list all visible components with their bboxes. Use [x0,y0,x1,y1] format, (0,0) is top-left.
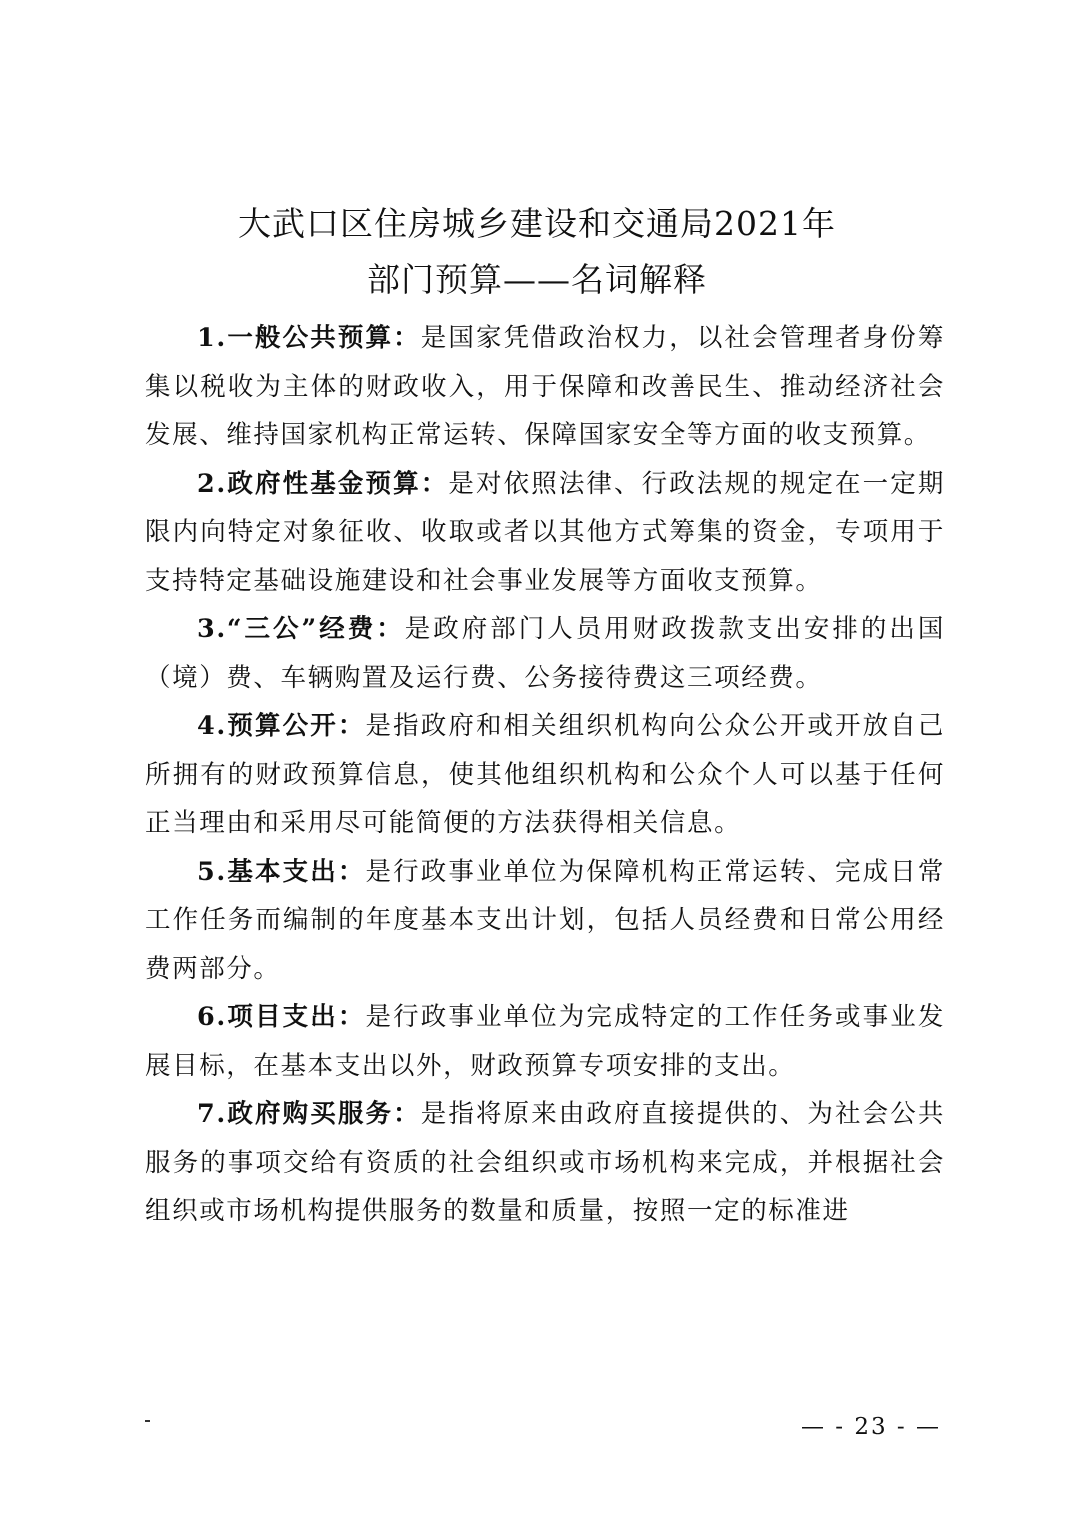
definition-text: 是指政府和相关组织机构向公众公开或开放自己所拥有的财政预算信息，使其他组织机构和公众个人可以基于任何正当理由和采用尽可能简便的方法获得相关信息。 [145,711,945,838]
definition-text: 是指将原来由政府直接提供的、为社会公共服务的事项交给有资质的社会组织或市场机构来完成，并根据社会组织或市场机构提供服务的数量和质量，按照一定的标准进 [145,1099,945,1226]
definition-term: 4.预算公开： [197,711,366,741]
definition-paragraph [145,702,945,848]
definition-text: 是行政事业单位为保障机构正常运转、完成日常工作任务而编制的年度基本支出计划，包括人员经费和日常公用经费两部分。 [145,856,945,984]
definition-term: 6.项目支出： [197,1002,366,1032]
document-title-line-1: 大武口区住房城乡建设和交通局2021年 [238,204,836,243]
definition-text: 是对依照法律、行政法规的规定在一定期限内向特定对象征收、收取或者以其他方式筹集的资金，专项用于支持特定基础设施建设和社会事业发展等方面收支预算。 [145,468,945,596]
page-number: — - 23 - — [800,1414,941,1440]
document-title-line-2: 部门预算——名词解释 [367,260,707,299]
definition-term: 3.“三公”经费： [197,614,405,644]
definition-term: 1.一般公共预算： [197,323,421,353]
definition-term: 7.政府购买服务： [197,1099,421,1129]
definition-paragraph [145,848,945,994]
document-body [145,314,945,1236]
definition-text: 是国家凭借政治权力，以社会管理者身份筹集以税收为主体的财政收入，用于保障和改善民生、推动经济社会发展、维持国家机构正常运转、保障国家安全等方面的收支预算。 [145,323,945,450]
definition-text: 是政府部门人员用财政拨款支出安排的出国（境）费、车辆购置及运行费、公务接待费这三项经费。 [145,614,946,693]
definition-term: 2.政府性基金预算： [197,468,449,499]
definition-paragraph [145,1090,945,1236]
definition-text: 是行政事业单位为完成特定的工作任务或事业发展目标，在基本支出以外，财政预算专项安排的支出。 [145,1002,945,1081]
definition-paragraph [145,314,945,460]
margin-mark [145,1420,150,1422]
definition-paragraph [145,460,945,606]
definition-paragraph [145,605,945,702]
definition-paragraph [145,993,945,1090]
definition-term: 5.基本支出： [197,856,366,887]
